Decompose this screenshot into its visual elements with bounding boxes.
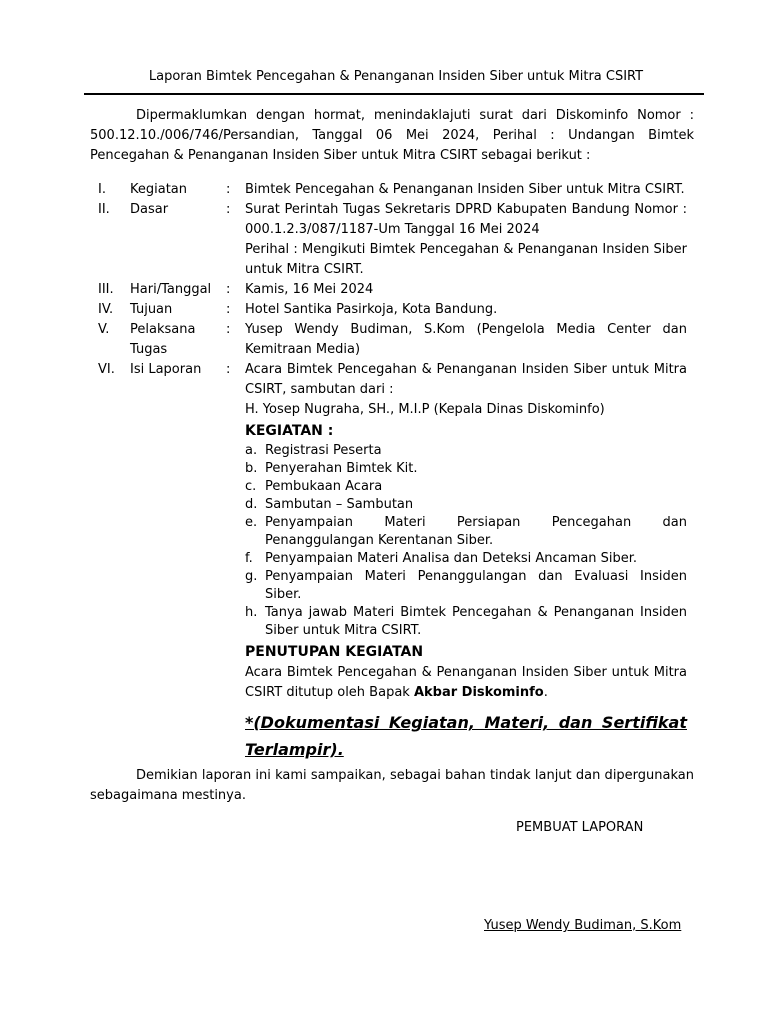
- item-label: Tujuan: [130, 302, 173, 317]
- item-colon: :: [226, 202, 231, 217]
- item-value-line: H. Yosep Nugraha, SH., M.I.P (Kepala Dinas Diskominfo): [245, 402, 605, 417]
- report-items: [0, 180, 768, 763]
- penutupan-heading: PENUTUPAN KEGIATAN: [245, 644, 424, 660]
- item-label: Kegiatan: [130, 182, 188, 197]
- item-label: Hari/Tanggal: [130, 282, 212, 297]
- documentation-note: *(Dokumentasi Kegiatan, Materi, dan Sertifikat Terlampir).: [245, 713, 687, 759]
- kegiatan-heading: KEGIATAN :: [245, 423, 334, 439]
- signature-name: Yusep Wendy Budiman, S.Kom: [484, 918, 682, 933]
- item-value-line: Kamis, 16 Mei 2024: [245, 282, 374, 297]
- list-marker: c.: [245, 479, 257, 494]
- item-number: V.: [98, 322, 110, 337]
- item-value-line: Hotel Santika Pasirkoja, Kota Bandung.: [245, 302, 498, 317]
- item-colon: :: [226, 302, 231, 317]
- intro-paragraph: Dipermaklumkan dengan hormat, menindaklajuti surat dari Diskominfo Nomor : 500.12.10./006/746/Persandian, Tanggal 06 Mei 2024, Perihal : Undangan Bimtek Pencegahan & Penanganan Insiden Siber untuk Mitra CSIRT sebagai berikut :: [90, 108, 694, 163]
- item-colon: :: [226, 182, 231, 197]
- item-label: Pelaksana Tugas: [130, 322, 196, 357]
- item-number: VI.: [98, 362, 115, 377]
- item-value: [245, 300, 687, 320]
- report-item-kegiatan: [0, 180, 768, 200]
- item-value-line: Perihal : Mengikuti Bimtek Pencegahan & Penanganan Insiden Siber untuk Mitra CSIRT.: [245, 242, 687, 277]
- list-item: [245, 478, 687, 496]
- list-item: [245, 568, 687, 604]
- list-item: [245, 514, 687, 550]
- list-marker: g.: [245, 569, 258, 584]
- list-item: [245, 550, 687, 568]
- list-marker: b.: [245, 461, 258, 476]
- item-number: I.: [98, 182, 106, 197]
- list-item-text: Registrasi Peserta: [265, 443, 382, 458]
- kegiatan-list: [245, 442, 687, 640]
- item-number: IV.: [98, 302, 114, 317]
- item-number: III.: [98, 282, 114, 297]
- penutupan-paragraph: [245, 663, 687, 703]
- item-value-line: Bimtek Pencegahan & Penanganan Insiden Siber untuk Mitra CSIRT.: [245, 182, 685, 197]
- item-value: [245, 200, 687, 280]
- item-value: [245, 280, 687, 300]
- report-item-isi-laporan: [0, 360, 768, 763]
- report-item-dasar: [0, 200, 768, 280]
- penutupan-period: .: [543, 685, 548, 700]
- list-marker: h.: [245, 605, 258, 620]
- list-item-text: Penyampaian Materi Persiapan Pencegahan dan Penanggulangan Kerentanan Siber.: [265, 515, 687, 548]
- report-item-pelaksana: [0, 320, 768, 360]
- closing-paragraph: Demikian laporan ini kami sampaikan, sebagai bahan tindak lanjut dan dipergunakan sebagaimana mestinya.: [90, 768, 694, 803]
- list-item-text: Sambutan – Sambutan: [265, 497, 414, 512]
- list-item-text: Penyampaian Materi Penanggulangan dan Evaluasi Insiden Siber.: [265, 569, 687, 602]
- list-item-text: Pembukaan Acara: [265, 479, 383, 494]
- signature-title: PEMBUAT LAPORAN: [516, 820, 644, 835]
- item-value-line: Acara Bimtek Pencegahan & Penanganan Insiden Siber untuk Mitra CSIRT, sambutan dari :: [245, 362, 687, 397]
- item-colon: :: [226, 362, 231, 377]
- list-item: [245, 496, 687, 514]
- list-marker: d.: [245, 497, 258, 512]
- list-marker: e.: [245, 515, 258, 530]
- item-value-line: Yusep Wendy Budiman, S.Kom (Pengelola Media Center dan Kemitraan Media): [245, 322, 687, 357]
- list-item-text: Tanya jawab Materi Bimtek Pencegahan & Penanganan Insiden Siber untuk Mitra CSIRT.: [265, 605, 687, 638]
- list-item-text: Penyampaian Materi Analisa dan Deteksi Ancaman Siber.: [265, 551, 638, 566]
- list-marker: f.: [245, 551, 253, 566]
- item-colon: :: [226, 282, 231, 297]
- report-item-tujuan: [0, 300, 768, 320]
- item-label: Isi Laporan: [130, 362, 202, 377]
- list-item: [245, 460, 687, 478]
- header-divider: [84, 93, 704, 95]
- list-marker: a.: [245, 443, 258, 458]
- list-item: [245, 442, 687, 460]
- item-value: [245, 180, 687, 200]
- penutupan-name: Akbar Diskominfo: [413, 685, 544, 700]
- list-item: [245, 604, 687, 640]
- item-value: [245, 360, 687, 763]
- report-item-hari-tanggal: [0, 280, 768, 300]
- item-colon: :: [226, 322, 231, 337]
- item-number: II.: [98, 202, 110, 217]
- document-title: Laporan Bimtek Pencegahan & Penanganan Insiden Siber untuk Mitra CSIRT: [148, 69, 644, 84]
- item-value-line: Surat Perintah Tugas Sekretaris DPRD Kabupaten Bandung Nomor : 000.1.2.3/087/1187-Um Tanggal 16 Mei 2024: [245, 202, 687, 237]
- penutupan-text: Acara Bimtek Pencegahan & Penanganan Insiden Siber untuk Mitra CSIRT ditutup oleh Bapak: [245, 665, 687, 700]
- item-value: [245, 320, 687, 360]
- list-item-text: Penyerahan Bimtek Kit.: [265, 461, 418, 476]
- item-label: Dasar: [130, 202, 169, 217]
